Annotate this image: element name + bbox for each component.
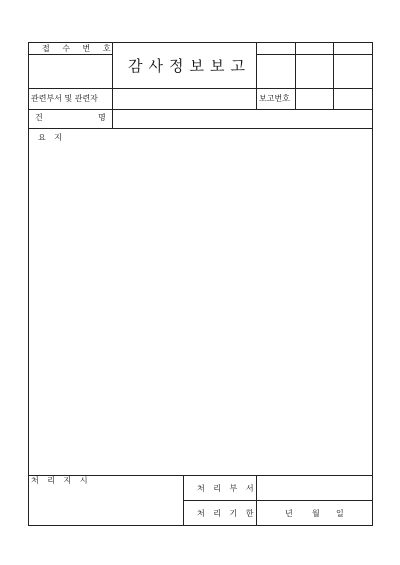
receipt-number-label: 접 수 번 호: [42, 44, 116, 53]
summary-field[interactable]: [29, 145, 371, 474]
related-dept-label: 관련부서 및 관련자: [31, 94, 98, 103]
instruction-divider: [183, 475, 184, 526]
subject-label-left: 건: [35, 113, 43, 122]
processing-dept-label: 처 리 부 서: [197, 484, 257, 493]
approval-header-underline: [256, 54, 372, 55]
right-border: [372, 42, 373, 526]
form-title: 감사정보보고: [128, 57, 251, 75]
instruction-field[interactable]: [29, 488, 182, 524]
related-dept-field[interactable]: [113, 89, 255, 108]
instruction-label: 처 리 지 시: [31, 476, 91, 485]
bottom-border: [28, 525, 373, 526]
deadline-label: 처 리 기 한: [197, 509, 257, 518]
summary-label: 요 지: [38, 133, 65, 142]
top-border: [28, 42, 372, 43]
report-number-label: 보고번호: [259, 94, 290, 103]
title-approval-divider: [256, 42, 257, 109]
subject-label-right: 명: [98, 113, 106, 122]
date-month-label: 월: [312, 509, 320, 518]
processing-dept-underline: [183, 500, 372, 501]
date-day-label: 일: [336, 509, 344, 518]
report-number-field[interactable]: [296, 89, 371, 108]
date-year-label: 년: [285, 509, 293, 518]
subject-row-bottom-line: [28, 128, 372, 129]
processing-dept-field[interactable]: [257, 476, 371, 499]
receipt-label-underline: [28, 54, 112, 55]
subject-field[interactable]: [113, 110, 371, 127]
